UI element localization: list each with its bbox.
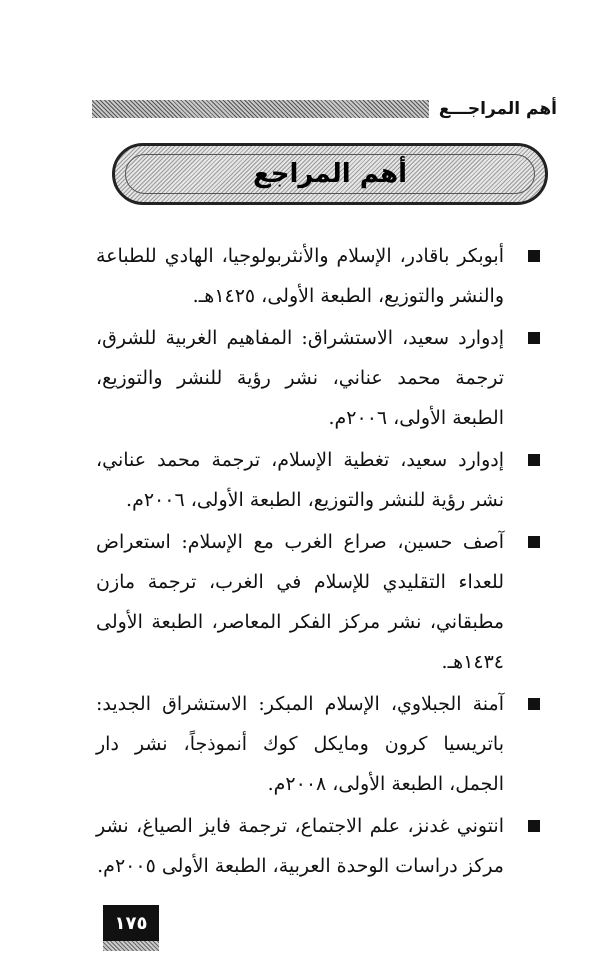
section-title: أهم المراجع: [252, 159, 408, 189]
square-bullet-icon: [528, 454, 540, 466]
square-bullet-icon: [528, 698, 540, 710]
references-list: [96, 236, 540, 888]
square-bullet-icon: [528, 332, 540, 344]
page-number: ١٧٥: [103, 905, 159, 941]
running-header: [92, 96, 557, 122]
reference-item: [96, 806, 540, 886]
square-bullet-icon: [528, 820, 540, 832]
reference-item: [96, 684, 540, 804]
running-header-pattern: [92, 100, 429, 118]
reference-text: انتوني غدنز، علم الاجتماع، ترجمة فايز الصياغ، نشر مركز دراسات الوحدة العربية، الطبعة الأولى ٢٠٠٥م.: [96, 815, 504, 877]
square-bullet-icon: [528, 536, 540, 548]
reference-text: إدوارد سعيد، تغطية الإسلام، ترجمة محمد عناني، نشر رؤية للنشر والتوزيع، الطبعة الأولى، ٢٠٠٦م.: [96, 449, 504, 511]
reference-text: آصف حسين، صراع الغرب مع الإسلام: استعراض للعداء التقليدي للإسلام في الغرب، ترجمة مازن مطبقاني، نشر مركز الفكر المعاصر، الطبعة الأولى ١٤٣٤هـ.: [96, 531, 504, 673]
reference-text: أبوبكر باقادر، الإسلام والأنثربولوجيا، الهادي للطباعة والنشر والتوزيع، الطبعة الأولى، ١٤٢٥هـ.: [96, 245, 504, 307]
square-bullet-icon: [528, 250, 540, 262]
reference-text: إدوارد سعيد، الاستشراق: المفاهيم الغربية للشرق، ترجمة محمد عناني، نشر رؤية للنشر والتوزيع، الطبعة الأولى، ٢٠٠٦م.: [96, 327, 504, 429]
reference-item: [96, 440, 540, 520]
section-title-banner: [112, 143, 548, 205]
reference-item: [96, 522, 540, 682]
reference-text: آمنة الجبلاوي، الإسلام المبكر: الاستشراق الجديد: باتريسيا كرون ومايكل كوك أنموذجاً، نشر دار الجمل، الطبعة الأولى، ٢٠٠٨م.: [96, 693, 504, 795]
reference-item: [96, 236, 540, 316]
reference-item: [96, 318, 540, 438]
running-header-title: أهم المراجـــع: [438, 99, 557, 119]
page-number-pattern: [103, 941, 159, 951]
